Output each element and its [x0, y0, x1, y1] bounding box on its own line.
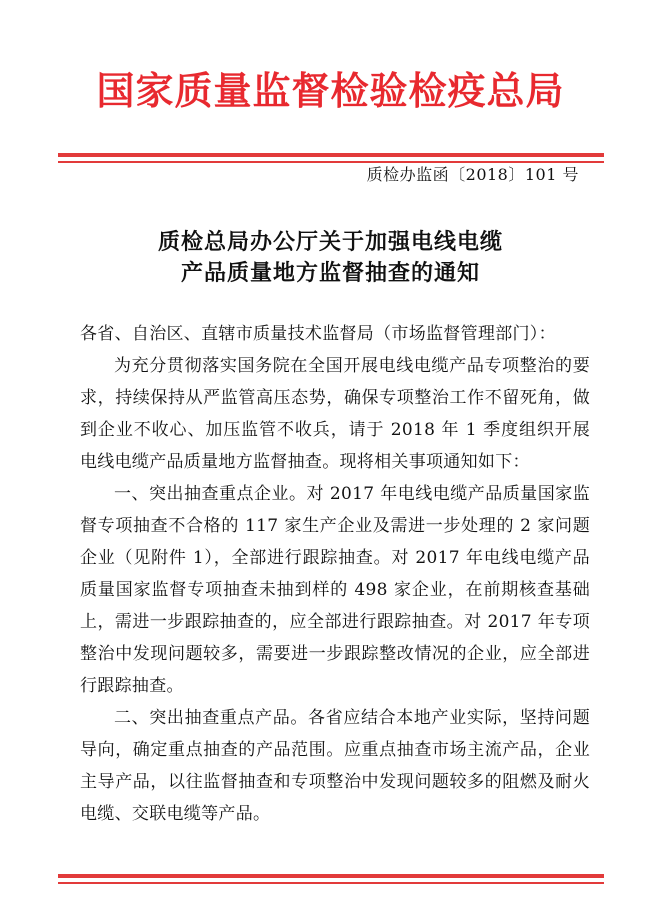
body-paragraph: 为充分贯彻落实国务院在全国开展电线电缆产品专项整治的要求，持续保持从严监管高压态势，确保专项整治工作不留死角，做到企业不收心、加压监管不收兵，请于 2018 年 1 季度组织开展电线电缆产品质量地方监督抽查。现将相关事项通知如下： [80, 356, 590, 472]
footer-rule-thick [58, 874, 604, 878]
agency-header: 国家质量监督检验检疫总局 [96, 69, 565, 113]
body-paragraph: 一、突出抽查重点企业。对 2017 年电线电缆产品质量国家监督专项抽查不合格的 117 家生产企业及需进一步处理的 2 家问题企业（见附件 1），全部进行跟踪抽查。对 2017 年电线电缆产品质量国家监督专项抽查未抽到样的 498 家企业，在前期核查基础上，需进一步跟踪抽查的，应全部进行跟踪抽查。对 2017 年专项整治中发现问题较多，需要进一步跟踪整改情况的企业，应全部进行跟踪抽查。 [80, 484, 590, 696]
document-number: 质检办监函〔2018〕101 号 [366, 165, 579, 184]
body-paragraph: 二、突出抽查重点产品。各省应结合本地产业实际，坚持问题导向，确定重点抽查的产品范围。应重点抽查市场主流产品，企业主导产品，以往监督抽查和专项整治中发现问题较多的阻燃及耐火电缆、交联电缆等产品。 [80, 708, 590, 824]
footer-rule-thin [58, 882, 604, 884]
document-title-line1: 质检总局办公厅关于加强电线电缆 [157, 230, 503, 255]
document-title-line2: 产品质量地方监督抽查的通知 [180, 261, 480, 286]
document-body [80, 318, 590, 830]
header-rule-thick [58, 153, 604, 157]
salutation: 各省、自治区、直辖市质量技术监督局（市场监督管理部门）： [80, 324, 556, 344]
